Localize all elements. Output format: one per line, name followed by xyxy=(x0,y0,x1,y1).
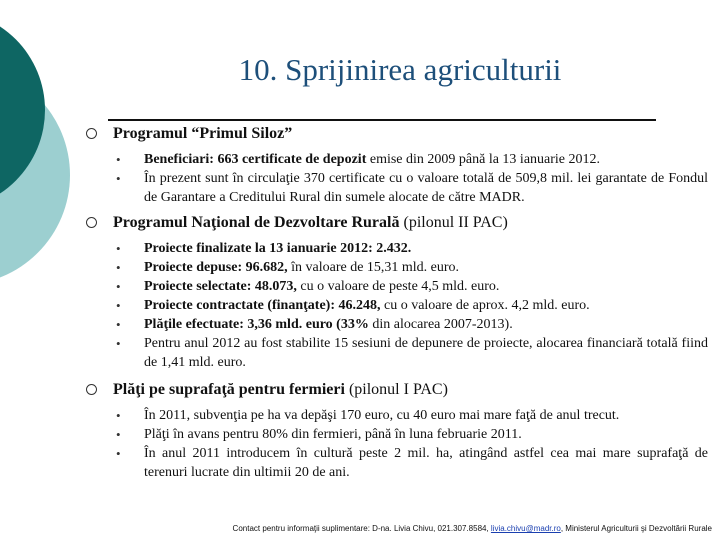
dot-bullet-icon: • xyxy=(116,317,121,332)
list-item xyxy=(86,258,708,277)
bullet-text: În prezent sunt în circulaţie 370 certificate cu o valoare totală de 509,8 mil. lei garantate de Fondul de Garantare a Creditului Rural din sumele alocate de către MADR. xyxy=(144,171,708,205)
bullet-bold-text: Proiecte finalizate la 13 ianuarie 2012: 2.432. xyxy=(144,241,412,256)
footer-suffix: , Ministerul Agriculturii şi Dezvoltării Rurale xyxy=(560,524,712,533)
slide-content xyxy=(86,124,708,482)
bullet-text: Plăţi în avans pentru 80% din fermieri, până în luna februarie 2011. xyxy=(144,427,522,442)
dot-bullet-icon: • xyxy=(116,171,121,186)
contact-footer xyxy=(0,524,712,533)
list-item xyxy=(86,406,708,425)
ring-bullet-icon xyxy=(86,217,97,228)
bullet-list xyxy=(86,239,708,372)
bullet-list xyxy=(86,406,708,482)
dot-bullet-icon: • xyxy=(116,298,121,313)
dot-bullet-icon: • xyxy=(116,152,121,167)
list-item xyxy=(86,296,708,315)
list-item xyxy=(86,169,708,207)
section-heading-bold: Programul Naţional de Dezvoltare Rurală xyxy=(113,214,400,231)
bullet-list xyxy=(86,150,708,207)
dot-bullet-icon: • xyxy=(116,260,121,275)
section-heading xyxy=(86,213,708,233)
dot-bullet-icon: • xyxy=(116,427,121,442)
section-plati-suprafata xyxy=(86,380,708,482)
list-item xyxy=(86,444,708,482)
title-divider xyxy=(108,119,656,121)
section-heading-rest: (pilonul I PAC) xyxy=(344,381,448,398)
list-item xyxy=(86,150,708,169)
bullet-bold-text: Proiecte depuse: 96.682, xyxy=(144,260,288,275)
list-item xyxy=(86,277,708,296)
bullet-bold-text: Proiecte contractate (finanţate): 46.248, xyxy=(144,298,381,313)
list-item xyxy=(86,239,708,258)
list-item xyxy=(86,425,708,444)
dot-bullet-icon: • xyxy=(116,408,121,423)
decorative-circles xyxy=(0,0,100,300)
bullet-text: în valoare de 15,31 mld. euro. xyxy=(287,260,460,275)
dot-bullet-icon: • xyxy=(116,279,121,294)
bullet-text: emise din 2009 până la 13 ianuarie 2012. xyxy=(366,152,601,167)
bullet-bold-text: Beneficiari: 663 certificate de depozit xyxy=(144,152,367,167)
bullet-text: În anul 2011 introducem în cultură peste 2 mil. ha, atingând astfel cea mai mare suprafaţă de terenuri lucrate din ultimii 20 de ani. xyxy=(144,446,708,480)
bullet-text: Pentru anul 2012 au fost stabilite 15 sesiuni de depunere de proiecte, alocarea financiară totală fiind de 1,41 mld. euro. xyxy=(144,336,708,370)
list-item xyxy=(86,334,708,372)
section-heading-bold: Plăţi pe suprafaţă pentru fermieri xyxy=(113,381,345,398)
section-pndr xyxy=(86,213,708,372)
list-item xyxy=(86,315,708,334)
ring-bullet-icon xyxy=(86,384,97,395)
page-title: 10. Sprijinirea agriculturii xyxy=(238,52,562,87)
bullet-text: cu o valoare de aprox. 4,2 mld. euro. xyxy=(380,298,590,313)
bullet-text: din alocarea 2007-2013). xyxy=(368,317,513,332)
bullet-text: cu o valoare de peste 4,5 mld. euro. xyxy=(296,279,500,294)
dot-bullet-icon: • xyxy=(116,241,121,256)
section-heading-text: Programul “Primul Siloz” xyxy=(113,125,293,142)
section-heading xyxy=(86,124,708,144)
dot-bullet-icon: • xyxy=(116,446,121,461)
contact-email-link[interactable]: livia.chivu@madr.ro xyxy=(490,524,561,533)
ring-bullet-icon xyxy=(86,128,97,139)
section-heading-rest: (pilonul II PAC) xyxy=(399,214,508,231)
section-primul-siloz xyxy=(86,124,708,207)
bullet-bold-text: Proiecte selectate: 48.073, xyxy=(144,279,297,294)
footer-prefix: Contact pentru informaţii suplimentare: D-na. Livia Chivu, 021.307.8584, xyxy=(232,524,491,533)
dot-bullet-icon: • xyxy=(116,336,121,351)
section-heading xyxy=(86,380,708,400)
bullet-text: În 2011, subvenţia pe ha va depăşi 170 euro, cu 40 euro mai mare faţă de anul trecut. xyxy=(144,408,620,423)
bullet-bold-text: Plăţile efectuate: 3,36 mld. euro (33% xyxy=(144,317,369,332)
